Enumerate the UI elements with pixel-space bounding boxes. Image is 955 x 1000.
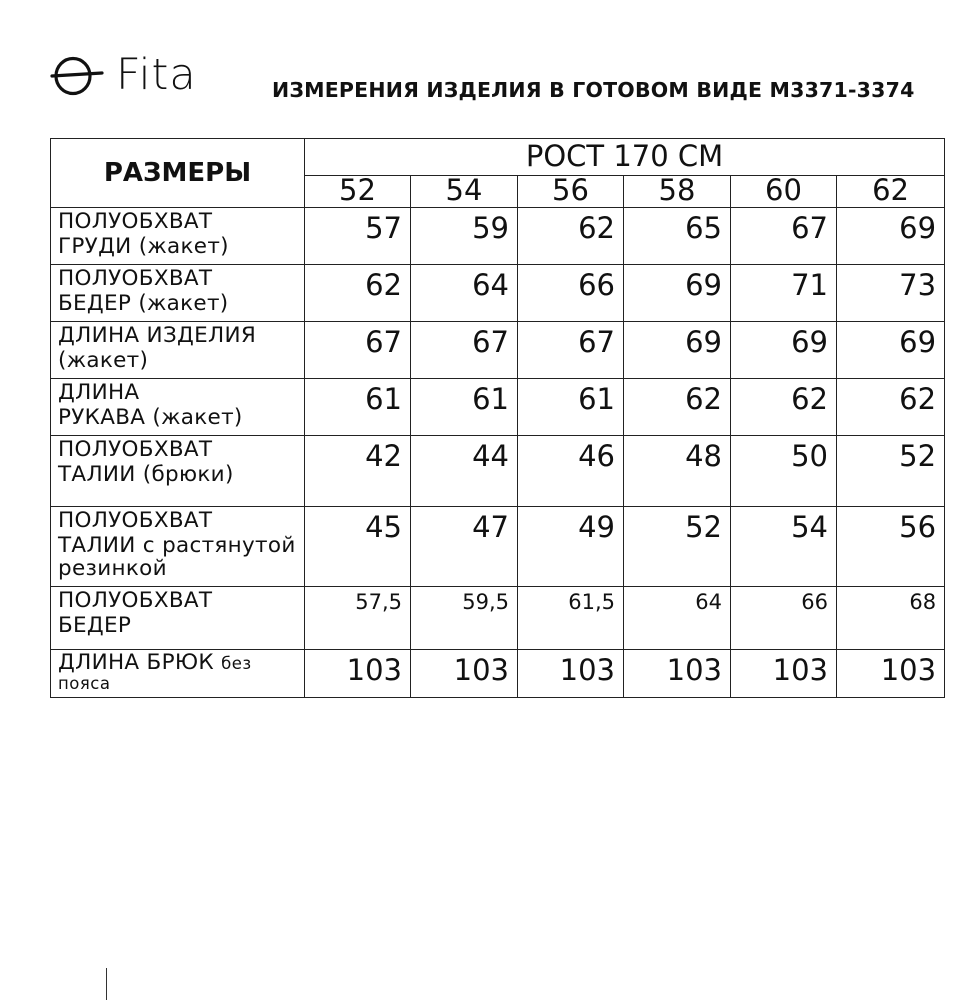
row-label <box>51 379 305 436</box>
value-cell: 103 <box>411 650 518 698</box>
value-cell: 67 <box>411 322 518 379</box>
fita-logo-icon <box>50 52 104 98</box>
value-cell: 69 <box>731 322 837 379</box>
row-label-line: ТАЛИИ (брюки) <box>58 462 234 487</box>
value-cell: 42 <box>305 436 411 507</box>
value-cell: 62 <box>731 379 837 436</box>
size-cell: 62 <box>837 176 945 208</box>
brand-name: Fita <box>116 49 197 100</box>
size-cell: 58 <box>624 176 731 208</box>
value-cell: 103 <box>731 650 837 698</box>
sizes-header: РАЗМЕРЫ <box>51 139 305 208</box>
value-cell: 57,5 <box>305 587 411 650</box>
value-cell: 61 <box>518 379 624 436</box>
value-cell: 59,5 <box>411 587 518 650</box>
value-cell: 69 <box>837 208 945 265</box>
value-cell: 62 <box>518 208 624 265</box>
row-label <box>51 650 305 698</box>
row-label <box>51 507 305 587</box>
row-label-line: РУКАВА (жакет) <box>58 405 243 430</box>
value-cell: 67 <box>305 322 411 379</box>
value-cell: 62 <box>305 265 411 322</box>
row-label <box>51 436 305 507</box>
value-cell: 62 <box>837 379 945 436</box>
value-cell: 103 <box>305 650 411 698</box>
size-cell: 54 <box>411 176 518 208</box>
row-label-line: резинкой <box>58 556 167 581</box>
value-cell: 71 <box>731 265 837 322</box>
value-cell: 61 <box>305 379 411 436</box>
value-cell: 73 <box>837 265 945 322</box>
value-cell: 103 <box>624 650 731 698</box>
value-cell: 62 <box>624 379 731 436</box>
value-cell: 48 <box>624 436 731 507</box>
value-cell: 54 <box>731 507 837 587</box>
value-cell: 61 <box>411 379 518 436</box>
value-cell: 67 <box>518 322 624 379</box>
brand-logo <box>50 49 197 100</box>
row-label-line: ТАЛИИ с растянутой <box>58 533 296 558</box>
table-row <box>51 379 945 436</box>
value-cell: 67 <box>731 208 837 265</box>
row-label-line: БЕДЕР (жакет) <box>58 291 229 316</box>
row-label-line: ПОЛУОБХВАТ <box>58 437 213 462</box>
value-cell: 66 <box>731 587 837 650</box>
value-cell: 52 <box>837 436 945 507</box>
value-cell: 49 <box>518 507 624 587</box>
measurements-table <box>50 138 945 698</box>
row-label-line: (жакет) <box>58 348 149 373</box>
value-cell: 57 <box>305 208 411 265</box>
value-cell: 52 <box>624 507 731 587</box>
table-row <box>51 322 945 379</box>
row-label-line: ДЛИНА <box>58 380 140 405</box>
row-label-line: ПОЛУОБХВАТ <box>58 588 213 613</box>
value-cell: 64 <box>411 265 518 322</box>
value-cell: 69 <box>837 322 945 379</box>
row-label-text: ДЛИНА БРЮК <box>58 650 214 675</box>
value-cell: 59 <box>411 208 518 265</box>
table-row <box>51 436 945 507</box>
row-label-line: БЕДЕР <box>58 613 132 638</box>
value-cell: 44 <box>411 436 518 507</box>
row-label-line: ГРУДИ (жакет) <box>58 234 229 259</box>
table-row <box>51 265 945 322</box>
value-cell: 46 <box>518 436 624 507</box>
table-row <box>51 208 945 265</box>
value-cell: 68 <box>837 587 945 650</box>
height-header: РОСТ 170 СМ <box>305 139 945 176</box>
row-label-small: пояса <box>58 674 111 693</box>
value-cell: 50 <box>731 436 837 507</box>
row-label <box>51 208 305 265</box>
row-label <box>51 587 305 650</box>
table-row <box>51 507 945 587</box>
row-label-line: ПОЛУОБХВАТ <box>58 266 213 291</box>
value-cell: 61,5 <box>518 587 624 650</box>
value-cell: 45 <box>305 507 411 587</box>
row-label-line: ПОЛУОБХВАТ <box>58 508 213 533</box>
value-cell: 103 <box>518 650 624 698</box>
value-cell: 103 <box>837 650 945 698</box>
value-cell: 64 <box>624 587 731 650</box>
margin-line <box>106 968 107 1000</box>
value-cell: 47 <box>411 507 518 587</box>
value-cell: 66 <box>518 265 624 322</box>
size-cell: 52 <box>305 176 411 208</box>
row-label-line: ПОЛУОБХВАТ <box>58 209 213 234</box>
document-title: ИЗМЕРЕНИЯ ИЗДЕЛИЯ В ГОТОВОМ ВИДЕ М3371-3374 <box>272 78 915 102</box>
value-cell: 65 <box>624 208 731 265</box>
value-cell: 56 <box>837 507 945 587</box>
row-label-line <box>58 651 304 675</box>
row-label-line: ДЛИНА ИЗДЕЛИЯ <box>58 323 257 348</box>
row-label <box>51 322 305 379</box>
value-cell: 69 <box>624 322 731 379</box>
row-label-small: без <box>221 654 252 673</box>
table-row <box>51 587 945 650</box>
size-cell: 60 <box>731 176 837 208</box>
size-cell: 56 <box>518 176 624 208</box>
row-label <box>51 265 305 322</box>
table-row <box>51 650 945 698</box>
table-header-row <box>51 139 945 176</box>
value-cell: 69 <box>624 265 731 322</box>
